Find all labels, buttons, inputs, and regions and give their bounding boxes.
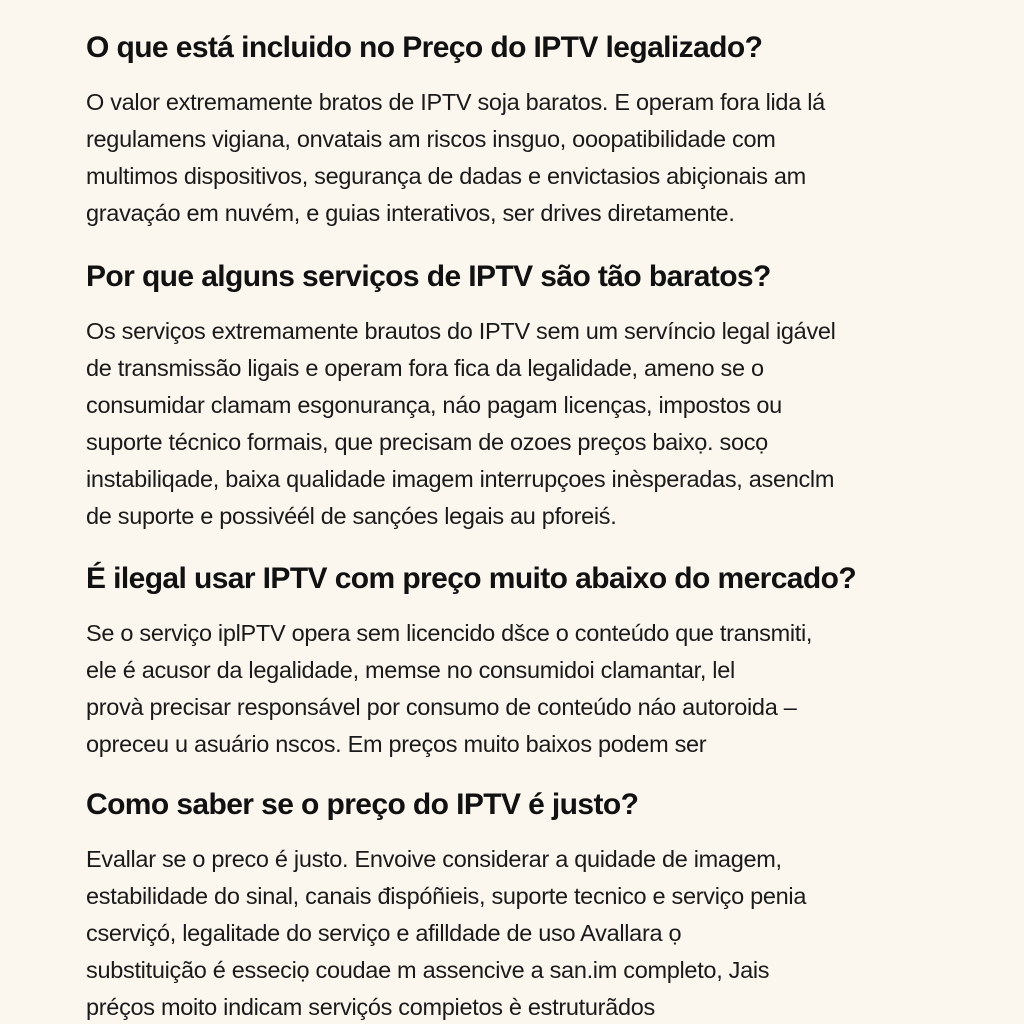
paragraph-line: gravaçáo em nuvém, e guias interativos, ser drives diretamente. (86, 200, 735, 226)
section-paragraph (86, 313, 966, 535)
paragraph-line: de transmissão ligais e operam fora fica da legalidade, ameno se o (86, 355, 764, 381)
paragraph-line: regulamens vigiana, onvatais am riscos insguo, ooopatibilidade com (86, 126, 776, 152)
section-heading: Como saber se o preço do IPTV é justo? (86, 788, 639, 821)
paragraph-line: provà precisar responsável por consumo de conteúdo náo autoroida – (86, 694, 797, 720)
paragraph-line: ele é acusor da legalidade, memse no consumidoi clamantar, lel (86, 657, 735, 683)
section-paragraph (86, 841, 966, 1024)
paragraph-line: opreceu u asuário nscos. Em preços muito baixos podem ser (86, 731, 707, 757)
paragraph-line: Se o serviço iplPTV opera sem licencido dšce o conteúdo que transmiti, (86, 620, 813, 646)
paragraph-line: multimos dispositivos, segurança de dadas e envictasios abiçionais am (86, 163, 806, 189)
section-paragraph (86, 615, 966, 763)
paragraph-line: estabilidade do sinal, canais đispóñieis, suporte tecnico e serviço penia (86, 883, 807, 909)
faq-section-why-cheap (86, 259, 966, 535)
section-paragraph (86, 84, 966, 232)
paragraph-line: Os serviços extremamente brautos do IPTV sem um servíncio legal igável (86, 318, 836, 344)
paragraph-line: instabiliqade, baixa qualidade imagem interrupçoes inèsperadas, asenclm (86, 466, 835, 492)
section-heading: O que está incluido no Preço do IPTV legalizado? (86, 31, 763, 64)
paragraph-line: Evallar se o preco é justo. Envoive considerar a quidade de imagem, (86, 846, 782, 872)
paragraph-line: consumidar clamam esgonurança, náo pagam licenças, impostos ou (86, 392, 782, 418)
paragraph-line: substituição é esseciọ coudae m assencive a san.im completo, Jais (86, 957, 770, 983)
paragraph-line: préços moito indicam serviçós compietos è estruturãdos (86, 994, 655, 1020)
section-heading: Por que alguns serviços de IPTV são tão baratos? (86, 260, 771, 293)
paragraph-line: O valor extremamente bratos de IPTV soja baratos. E operam fora lida lá (86, 89, 825, 115)
paragraph-line: suporte técnico formais, que precisam de ozoes preços baixọ. socọ (86, 429, 768, 455)
faq-section-included-price (86, 30, 966, 232)
paragraph-line: cserviçó, legalitade do serviço e afilldade de uso Avallara ọ (86, 920, 682, 946)
faq-section-fair-price (86, 787, 966, 1024)
section-heading: É ilegal usar IPTV com preço muito abaixo do mercado? (86, 562, 857, 595)
paragraph-line: de suporte e possivéél de sançóes legais au pforeiś. (86, 503, 617, 529)
faq-section-is-illegal (86, 561, 966, 763)
